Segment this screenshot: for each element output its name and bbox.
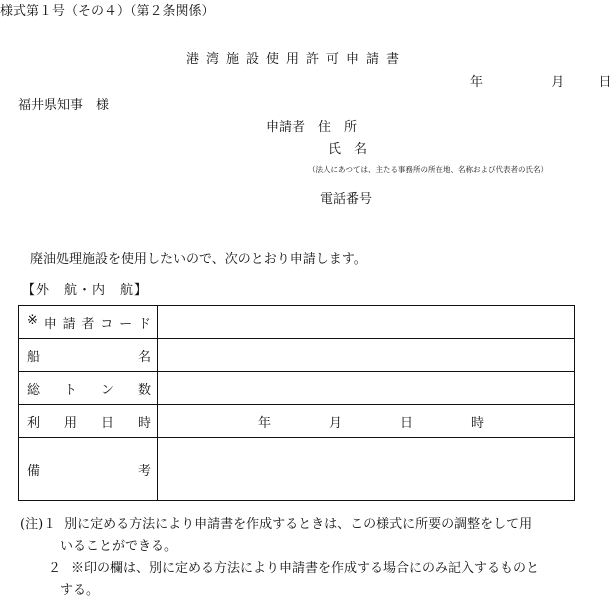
ship-name-field[interactable] <box>158 339 575 372</box>
applicant-code-label: ※ 申 請 者 コ ー ド <box>19 306 158 339</box>
gross-tonnage-label: 総 ト ン 数 <box>19 372 158 405</box>
usage-day-unit: 日 <box>400 415 414 431</box>
note-2-line-2: する。 <box>60 583 100 598</box>
ship-name-label: 船 名 <box>19 339 158 372</box>
usage-hour-unit: 時 <box>471 415 485 431</box>
gross-tonnage-field[interactable] <box>158 372 575 405</box>
note-2-number: ２ <box>48 561 62 576</box>
applicant-address-label: 申請者 住 所 <box>266 120 358 135</box>
usage-datetime-field[interactable] <box>158 405 575 438</box>
note-2 <box>20 558 576 580</box>
document-title: 港湾施設使用許可申請書 <box>186 52 407 67</box>
section-heading: 【外 航・内 航】 <box>22 283 149 298</box>
form-id: 様式第１号（その４）（第２条関係） <box>0 4 215 19</box>
date-day-label: 日 <box>598 75 611 90</box>
note-2-line-1: ※印の欄は、別に定める方法により申請書を作成する場合にのみ記入するものと <box>71 561 540 576</box>
note-1 <box>20 514 576 536</box>
date-year-label: 年 <box>470 75 484 90</box>
date-month-label: 月 <box>551 75 565 90</box>
remarks-field[interactable] <box>158 438 575 501</box>
note-2-cont <box>20 580 576 602</box>
note-1-line-2: いることができる。 <box>60 539 178 554</box>
notes <box>20 514 576 602</box>
table-row <box>19 372 575 405</box>
usage-datetime-label: 利 用 日 時 <box>19 405 158 438</box>
usage-month-unit: 月 <box>329 415 343 431</box>
phone-label: 電話番号 <box>320 192 373 207</box>
table-row <box>19 405 575 438</box>
intro-text: 廃油処理施設を使用したいので、次のとおり申請します。 <box>30 252 367 267</box>
corporation-note: （法人にあつては、主たる事務所の所在地、名称および代表者の氏名） <box>308 165 548 174</box>
remarks-label: 備 考 <box>19 438 158 501</box>
date-line <box>470 71 611 90</box>
addressee: 福井県知事 様 <box>18 98 110 113</box>
note-1-cont <box>20 536 576 558</box>
note-prefix: (注)１ <box>20 517 57 532</box>
application-table <box>18 305 575 501</box>
table-row <box>19 438 575 501</box>
applicant-name-label: 氏 名 <box>328 142 368 157</box>
applicant-code-field[interactable] <box>158 306 575 339</box>
table-row <box>19 339 575 372</box>
note-1-line-1: 別に定める方法により申請書を作成するときは、この様式に所要の調整をして用 <box>64 517 533 532</box>
table-row <box>19 306 575 339</box>
usage-year-unit: 年 <box>258 415 272 431</box>
